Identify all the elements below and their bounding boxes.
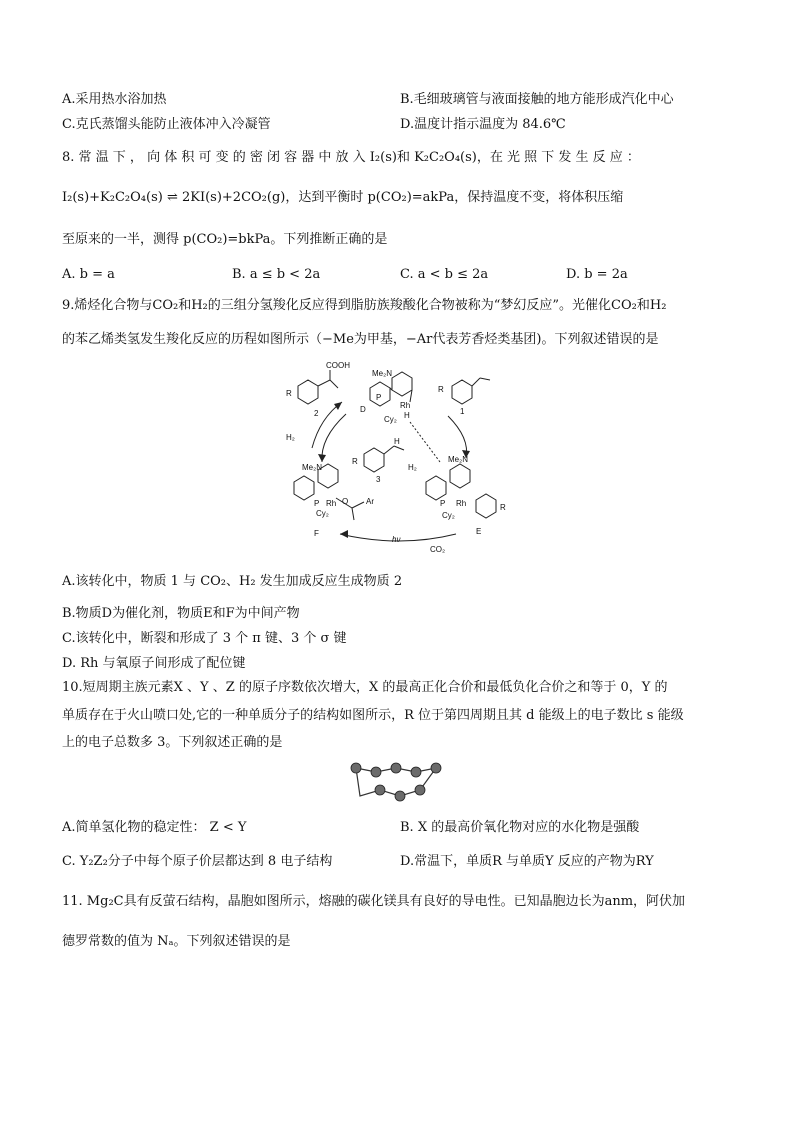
p-label-d: P [376, 393, 382, 402]
cy2-label-d: Cy₂ [384, 415, 397, 424]
q8-stem-line1: 8. 常 温 下 ， 向 体 积 可 变 的 密 闭 容 器 中 放 入 I₂(s)和 K₂C₂O₄(s)，在 光 照 下 发 生 反 应 ： [62, 150, 640, 165]
arrow-dashed-h2 [410, 422, 440, 462]
intermediate-e-ring-1 [426, 476, 446, 500]
q11-stem-line2: 德罗常数的值为 Nₐ。下列叙述错误的是 [62, 934, 291, 949]
q7-option-b: B.毛细玻璃管与液面接触的地方能形成汽化中心 [400, 92, 674, 107]
intermediate-e-label: E [476, 527, 482, 536]
catalytic-cycle-diagram [280, 358, 520, 558]
cy2-label-e: Cy₂ [442, 511, 455, 520]
atom [395, 791, 405, 801]
y-molecule-structure [346, 758, 446, 806]
q7-option-d: D.温度计指示温度为 84.6℃ [400, 117, 566, 132]
q8-option-d: D. b = 2a [566, 267, 628, 282]
rh-label-d: Rh [400, 401, 411, 410]
r-label-1: R [438, 385, 444, 394]
atom [391, 763, 401, 773]
q10-option-a: A.简单氢化物的稳定性： Z < Y [62, 820, 247, 835]
q7-option-c: C.克氏蒸馏头能防止液体冲入冷凝管 [62, 117, 271, 132]
p-label-e: P [440, 499, 446, 508]
h2-label-left: H₂ [286, 433, 295, 442]
o-label-f: O [342, 497, 349, 506]
catalyst-d-label: D [360, 405, 366, 414]
q8-option-b: B. a ≤ b < 2a [232, 267, 321, 282]
q9-stem-line2: 的苯乙烯类氢发生羧化反应的历程如图所示（−Me为甲基，−Ar代表芳香烃类基团)。下列叙述错误的是 [62, 332, 659, 347]
compound-1-ring [452, 380, 472, 404]
me2n-label-d: Me₂N [372, 369, 392, 378]
compound-3-label: 3 [376, 475, 381, 484]
h2-label-middle: H₂ [408, 463, 417, 472]
q11-stem-line1: 11. Mg₂C具有反萤石结构，晶胞如图所示，熔融的碳化镁具有良好的导电性。已知晶胞边长为anm，阿伏加 [62, 894, 686, 909]
q10-option-c: C. Y₂Z₂分子中每个原子价层都达到 8 电子结构 [62, 854, 333, 869]
q9-option-c: C.该转化中，断裂和形成了 3 个 π 键、3 个 σ 键 [62, 631, 347, 646]
atom [415, 785, 425, 795]
intermediate-e-ring-2 [450, 464, 470, 488]
me2n-label-e: Me₂N [448, 455, 468, 464]
q9-stem-line1: 9.烯烃化合物与CO₂和H₂的三组分氢羧化反应得到脂肪族羧酸化合物被称为“梦幻反应”。光催化CO₂和H₂ [62, 298, 667, 313]
cy2-label-f: Cy₂ [316, 509, 329, 518]
r-label-2: R [286, 389, 292, 398]
q9-option-b: B.物质D为催化剂，物质E和F为中间产物 [62, 606, 300, 621]
q9-option-a: A.该转化中，物质 1 与 CO₂、H₂ 发生加成反应生成物质 2 [62, 574, 403, 589]
h-label-d: H [404, 411, 410, 420]
q10-option-d: D.常温下，单质R 与单质Y 反应的产物为RY [400, 854, 654, 869]
me2n-label-f: Me₂N [302, 463, 322, 472]
rh-label-f: Rh [326, 499, 337, 508]
q10-option-b: B. X 的最高价氧化物对应的水化物是强酸 [400, 820, 640, 835]
intermediate-f-label: F [314, 529, 319, 538]
p-label-f: P [314, 499, 320, 508]
arrow-h2-addition [322, 414, 346, 462]
q9-option-d: D. Rh 与氧原子间形成了配位键 [62, 656, 246, 671]
cooh-label: COOH [326, 361, 350, 370]
q8-stem-line3: 至原来的一半，测得 p(CO₂)=bkPa。下列推断正确的是 [62, 232, 388, 247]
q8-option-c: C. a < b ≤ 2a [400, 267, 489, 282]
compound-1-label: 1 [460, 407, 465, 416]
q7-option-a: A.采用热水浴加热 [62, 92, 167, 107]
compound-2-ring [298, 380, 318, 404]
rh-label-e: Rh [456, 499, 467, 508]
q10-stem-line2: 单质存在于火山喷口处,它的一种单质分子的结构如图所示，R 位于第四周期且其 d 能级上的电子数比 s 能级 [62, 708, 684, 723]
compound-2-label: 2 [314, 409, 319, 418]
q10-stem-line3: 上的电子总数多 3。下列叙述正确的是 [62, 735, 283, 750]
atom [431, 763, 441, 773]
atom [371, 767, 381, 777]
intermediate-f-ring-1 [294, 476, 314, 500]
atom [351, 763, 361, 773]
q10-stem-line1: 10.短周期主族元素X 、Y 、Z 的原子序数依次增大，X 的最高正化合价和最低负化合价之和等于 0，Y 的 [62, 680, 668, 695]
atom [411, 767, 421, 777]
atom [375, 785, 385, 795]
r-label-3: R [352, 457, 358, 466]
h-label-3: H [394, 437, 400, 446]
compound-3-ring [364, 448, 384, 472]
intermediate-e-ring-3 [476, 494, 496, 518]
q8-stem-line2: I₂(s)+K₂C₂O₄(s) ⇌ 2KI(s)+2CO₂(g)，达到平衡时 p(CO₂)=akPa，保持温度不变，将体积压缩 [62, 190, 624, 205]
ar-label: Ar [366, 497, 374, 506]
r-label-e: R [500, 503, 506, 512]
co2-label: CO₂ [430, 545, 446, 554]
q8-option-a: A. b = a [62, 267, 115, 282]
hv-label: hν [392, 535, 401, 544]
catalyst-d-ring-2 [392, 372, 412, 396]
